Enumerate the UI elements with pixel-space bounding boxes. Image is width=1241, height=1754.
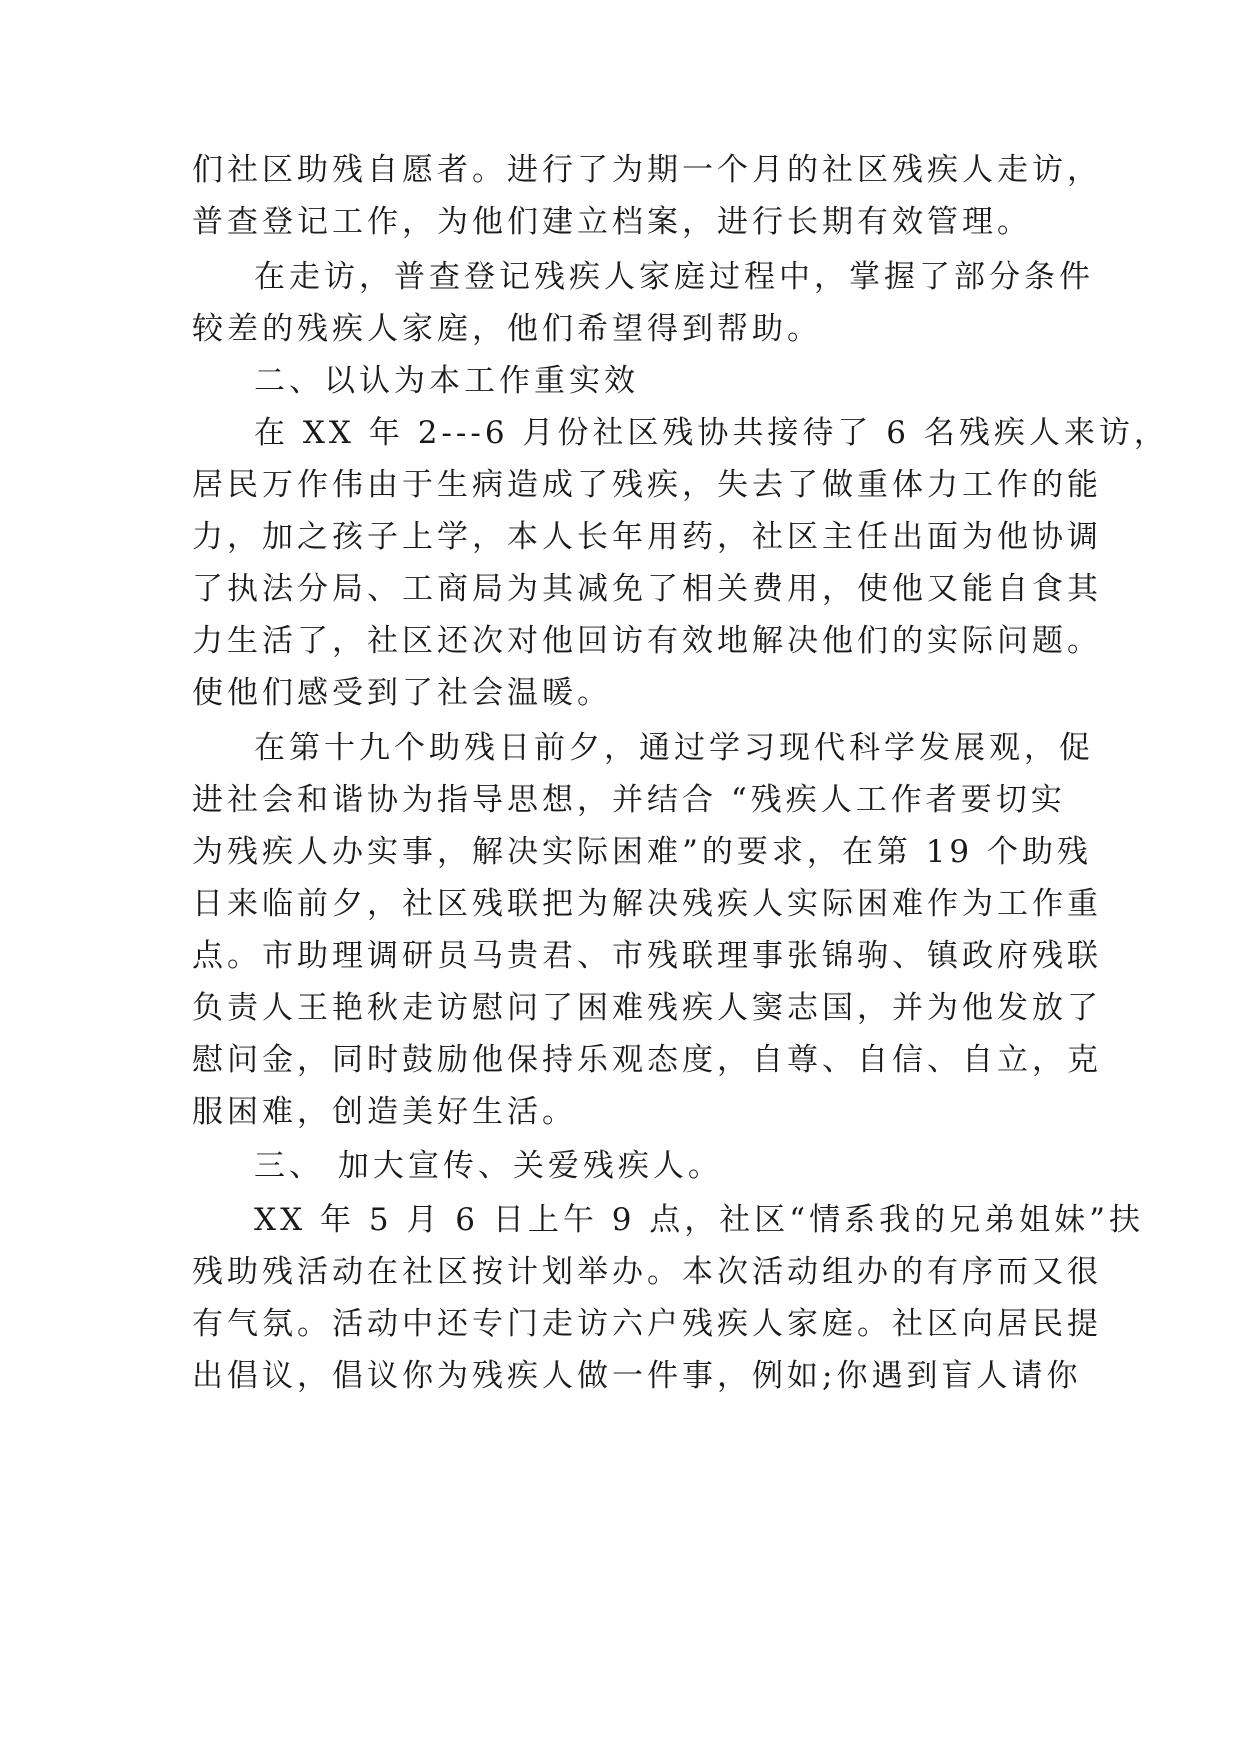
text-line: 残助残活动在社区按计划举办。本次活动组办的有序而又很 xyxy=(192,1254,1102,1290)
paragraph-start-line: 在第十九个助残日前夕，通过学习现代科学发展观，促 xyxy=(254,730,1094,766)
text-line: 了执法分局、工商局为其减免了相关费用，使他又能自食其 xyxy=(192,571,1102,607)
text-line: 较差的残疾人家庭，他们希望得到帮助。 xyxy=(192,311,822,347)
text-line: 出倡议，倡议你为残疾人做一件事，例如;你遇到盲人请你 xyxy=(192,1358,1082,1394)
text-line: 进社会和谐协为指导思想，并结合 “残疾人工作者要切实 xyxy=(192,782,1066,818)
paragraph-start-line: 在走访，普查登记残疾人家庭过程中，掌握了部分条件 xyxy=(254,259,1094,295)
section-heading-2: 二、以认为本工作重实效 xyxy=(254,363,639,399)
text-line: 负责人王艳秋走访慰问了困难残疾人窦志国，并为他发放了 xyxy=(192,990,1102,1026)
text-line: 使他们感受到了社会温暖。 xyxy=(192,675,612,711)
text-line: 们社区助残自愿者。进行了为期一个月的社区残疾人走访， xyxy=(192,152,1102,188)
text-line: 服困难，创造美好生活。 xyxy=(192,1094,577,1130)
text-line: 有气氛。活动中还专门走访六户残疾人家庭。社区向居民提 xyxy=(192,1306,1102,1342)
paragraph-start-line: 在 XX 年 2---6 月份社区残协共接待了 6 名残疾人来访， xyxy=(254,415,1169,451)
text-line: 普查登记工作，为他们建立档案，进行长期有效管理。 xyxy=(192,204,1032,240)
paragraph-start-line: XX 年 5 月 6 日上午 9 点，社区“情系我的兄弟姐妹”扶 xyxy=(254,1202,1144,1238)
text-line: 力生活了，社区还次对他回访有效地解决他们的实际问题。 xyxy=(192,623,1102,659)
text-line: 为残疾人办实事，解决实际困难”的要求，在第 19 个助残 xyxy=(192,834,1092,870)
text-line: 慰问金，同时鼓励他保持乐观态度，自尊、自信、自立，克 xyxy=(192,1042,1102,1078)
text-line: 居民万作伟由于生病造成了残疾，失去了做重体力工作的能 xyxy=(192,467,1102,503)
section-heading-3: 三、 加大宣传、关爱残疾人。 xyxy=(254,1148,723,1184)
text-line: 点。市助理调研员马贵君、市残联理事张锦驹、镇政府残联 xyxy=(192,938,1102,974)
text-line: 日来临前夕，社区残联把为解决残疾人实际困难作为工作重 xyxy=(192,886,1102,922)
text-line: 力，加之孩子上学，本人长年用药，社区主任出面为他协调 xyxy=(192,519,1102,555)
